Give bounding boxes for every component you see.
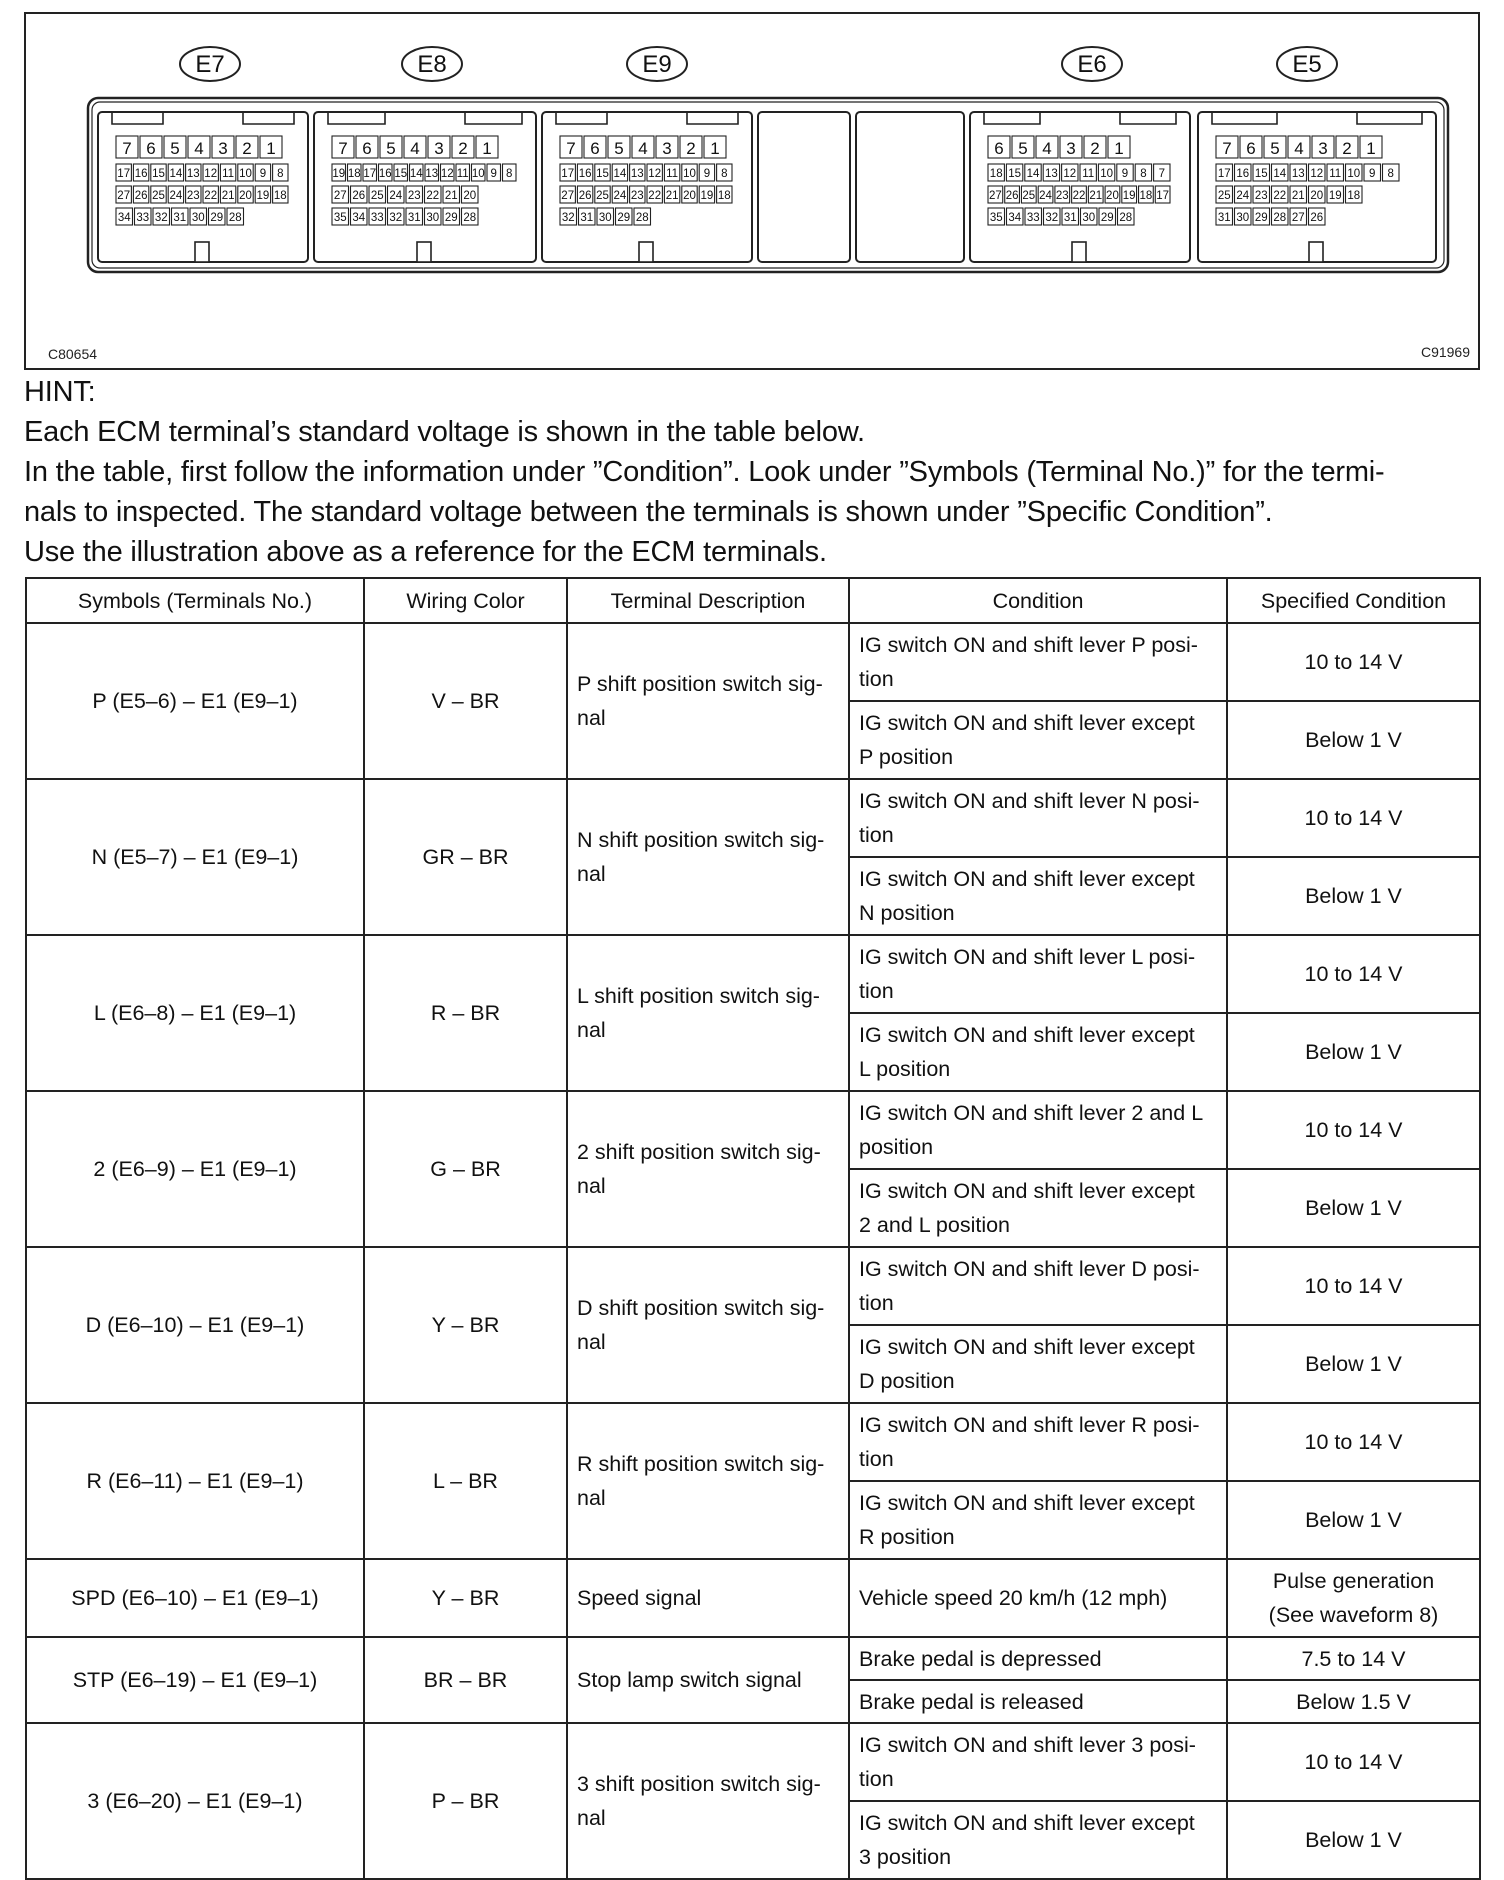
cell-condition: IG switch ON and shift lever N posi- tion <box>849 779 1227 857</box>
terminal-pin-number: 6 <box>1246 139 1256 158</box>
hint-title: HINT: <box>24 376 96 408</box>
terminal-pin-number: 23 <box>186 190 200 202</box>
hint-line: In the table, first follow the information under ”Condition”. Look under ”Symbols (Terminal No.)” for the termi- <box>24 456 1385 488</box>
terminal-pin-number: 4 <box>194 139 204 158</box>
terminal-pin-number: 27 <box>988 190 1002 202</box>
table-row <box>26 1559 1480 1637</box>
terminal-pin-number: 24 <box>1236 190 1250 202</box>
illustration-code-left: C80654 <box>48 346 98 362</box>
cell-specified-condition: Below 1 V <box>1227 857 1480 935</box>
cell-symbol: 3 (E6–20) – E1 (E9–1) <box>26 1723 364 1879</box>
terminal-pin-number: 2 <box>686 139 696 158</box>
connector-diagram <box>26 14 1478 368</box>
connector-latch <box>112 112 163 124</box>
terminal-pin-number: 6 <box>590 139 600 158</box>
terminal-pin-number: 4 <box>1042 139 1052 158</box>
terminal-pin-number: 3 <box>434 139 444 158</box>
terminal-pin-number: 31 <box>1217 212 1231 224</box>
cell-wiring-color: Y – BR <box>364 1559 567 1637</box>
terminal-pin-number: 9 <box>259 168 267 180</box>
terminal-pin-number: 29 <box>617 212 631 224</box>
header-specified-condition: Specified Condition <box>1227 578 1480 623</box>
terminal-pin-number: 28 <box>463 212 477 224</box>
terminal-pin-number: 15 <box>152 168 165 180</box>
table-row <box>26 1247 1480 1325</box>
terminal-pin-number: 4 <box>1294 139 1304 158</box>
terminal-pin-number: 8 <box>506 168 513 180</box>
cell-wiring-color: L – BR <box>364 1403 567 1559</box>
connector-label: E9 <box>642 51 672 78</box>
cell-specified-condition: Below 1.5 V <box>1227 1680 1480 1723</box>
table-header-row <box>26 578 1480 623</box>
cell-terminal-description: N shift position switch sig- nal <box>567 779 849 935</box>
terminal-pin-number: 20 <box>1310 190 1324 202</box>
terminal-pin-number: 22 <box>204 190 218 202</box>
terminal-pin-number: 6 <box>146 139 156 158</box>
terminal-pin-number: 33 <box>1026 212 1040 224</box>
terminal-pin-number: 30 <box>426 212 440 224</box>
terminal-pin-number: 16 <box>578 168 592 180</box>
terminal-pin-number: 25 <box>596 190 609 202</box>
terminal-pin-number: 8 <box>277 168 284 180</box>
terminal-pin-number: 6 <box>362 139 372 158</box>
terminal-pin-number: 34 <box>1008 212 1022 224</box>
terminal-pin-number: 8 <box>721 168 728 180</box>
terminal-pin-number: 23 <box>630 190 644 202</box>
terminal-pin-number: 7 <box>122 139 132 158</box>
terminal-pin-number: 19 <box>1122 190 1136 202</box>
cell-symbol: STP (E6–19) – E1 (E9–1) <box>26 1637 364 1723</box>
terminal-pin-number: 27 <box>333 190 347 202</box>
terminal-pin-number: 10 <box>683 168 696 180</box>
terminal-pin-number: 17 <box>363 168 377 180</box>
blank-block <box>856 112 964 262</box>
cell-wiring-color: GR – BR <box>364 779 567 935</box>
terminal-pin-number: 11 <box>1082 168 1095 180</box>
ecm-housing-inner <box>92 102 1444 268</box>
terminal-pin-number: 33 <box>370 212 384 224</box>
cell-condition: IG switch ON and shift lever except 2 and L position <box>849 1169 1227 1247</box>
terminal-pin-number: 18 <box>1139 190 1153 202</box>
terminal-pin-number: 5 <box>614 139 624 158</box>
terminal-pin-number: 12 <box>204 168 218 180</box>
header-wiring-color: Wiring Color <box>364 578 567 623</box>
cell-wiring-color: G – BR <box>364 1091 567 1247</box>
cell-terminal-description: Speed signal <box>567 1559 849 1637</box>
cell-condition: Vehicle speed 20 km/h (12 mph) <box>849 1559 1227 1637</box>
cell-specified-condition: 10 to 14 V <box>1227 1091 1480 1169</box>
terminal-pin-number: 20 <box>1106 190 1119 202</box>
cell-condition: Brake pedal is depressed <box>849 1637 1227 1680</box>
cell-wiring-color: BR – BR <box>364 1637 567 1723</box>
terminal-pin-number: 24 <box>389 190 403 202</box>
terminal-pin-number: 14 <box>1026 168 1040 180</box>
hint-line: nals to inspected. The standard voltage between the terminals is shown under ”Specific Condition”. <box>24 496 1273 528</box>
terminal-pin-number: 8 <box>1387 168 1394 180</box>
connector-latch <box>1357 112 1422 124</box>
terminal-pin-number: 32 <box>389 212 403 224</box>
terminal-pin-number: 10 <box>1347 168 1361 180</box>
cell-specified-condition: 10 to 14 V <box>1227 1403 1480 1481</box>
terminal-pin-number: 9 <box>1121 168 1129 180</box>
terminal-pin-number: 5 <box>386 139 396 158</box>
terminal-pin-number: 19 <box>700 190 714 202</box>
terminal-pin-number: 25 <box>152 190 165 202</box>
terminal-pin-number: 7 <box>566 139 576 158</box>
cell-terminal-description: 3 shift position switch sig- nal <box>567 1723 849 1879</box>
blank-block <box>758 112 850 262</box>
terminal-pin-number: 10 <box>471 168 485 180</box>
terminal-pin-number: 9 <box>490 168 497 180</box>
terminal-pin-number: 28 <box>1273 212 1287 224</box>
connector-latch <box>984 112 1040 124</box>
terminal-pin-number: 1 <box>710 139 720 158</box>
connector-key <box>195 242 209 262</box>
terminal-pin-number: 1 <box>1114 139 1124 158</box>
connector-latch <box>465 112 522 124</box>
terminal-pin-number: 27 <box>1291 212 1305 224</box>
terminal-pin-number: 29 <box>1100 212 1114 224</box>
terminal-pin-number: 9 <box>1369 168 1376 180</box>
terminal-pin-number: 32 <box>154 212 168 224</box>
cell-wiring-color: V – BR <box>364 623 567 779</box>
terminal-pin-number: 14 <box>409 168 423 180</box>
terminal-pin-number: 10 <box>239 168 252 180</box>
terminal-pin-number: 15 <box>1254 168 1268 180</box>
terminal-pin-number: 35 <box>333 212 347 224</box>
terminal-pin-number: 15 <box>596 168 609 180</box>
terminal-pin-number: 26 <box>1310 212 1324 224</box>
terminal-pin-number: 29 <box>444 212 458 224</box>
terminal-pin-number: 12 <box>440 168 454 180</box>
connector-label: E7 <box>195 51 225 78</box>
terminal-pin-number: 22 <box>648 190 662 202</box>
terminal-pin-number: 15 <box>1008 168 1021 180</box>
terminal-pin-number: 25 <box>1022 190 1036 202</box>
connector-latch <box>687 112 738 124</box>
terminal-pin-number: 31 <box>173 212 187 224</box>
connector-label: E6 <box>1077 51 1107 78</box>
cell-symbol: P (E5–6) – E1 (E9–1) <box>26 623 364 779</box>
connector-label: E8 <box>417 51 447 78</box>
terminal-pin-number: 11 <box>222 168 235 180</box>
cell-symbol: SPD (E6–10) – E1 (E9–1) <box>26 1559 364 1637</box>
terminal-pin-number: 3 <box>662 139 672 158</box>
terminal-pin-number: 16 <box>134 168 148 180</box>
terminal-pin-number: 34 <box>117 212 131 224</box>
terminal-pin-number: 12 <box>1063 168 1077 180</box>
connector-latch <box>328 112 385 124</box>
terminal-pin-number: 21 <box>444 190 458 202</box>
terminal-pin-number: 18 <box>1347 190 1361 202</box>
terminal-pin-number: 11 <box>456 168 469 180</box>
terminal-pin-number: 18 <box>989 168 1003 180</box>
terminal-pin-number: 14 <box>613 168 627 180</box>
connector-label: E5 <box>1292 51 1322 78</box>
table-row <box>26 935 1480 1013</box>
terminal-pin-number: 21 <box>221 190 235 202</box>
terminal-pin-number: 26 <box>352 190 366 202</box>
terminal-pin-number: 28 <box>635 212 649 224</box>
header-symbols: Symbols (Terminals No.) <box>26 578 364 623</box>
terminal-pin-number: 22 <box>1273 190 1287 202</box>
cell-condition: IG switch ON and shift lever except R position <box>849 1481 1227 1559</box>
terminal-pin-number: 20 <box>463 190 477 202</box>
terminal-pin-number: 21 <box>1291 190 1305 202</box>
terminal-pin-number: 27 <box>561 190 575 202</box>
terminal-pin-number: 20 <box>683 190 696 202</box>
terminal-pin-number: 23 <box>407 190 421 202</box>
terminal-pin-number: 19 <box>256 190 270 202</box>
cell-condition: IG switch ON and shift lever L posi- tion <box>849 935 1227 1013</box>
cell-terminal-description: R shift position switch sig- nal <box>567 1403 849 1559</box>
terminal-pin-number: 24 <box>1039 190 1052 202</box>
terminal-pin-number: 1 <box>1366 139 1376 158</box>
terminal-pin-number: 8 <box>1140 168 1147 180</box>
terminal-pin-number: 32 <box>561 212 575 224</box>
terminal-pin-number: 17 <box>117 168 131 180</box>
connector-latch <box>556 112 607 124</box>
terminal-pin-number: 31 <box>407 212 421 224</box>
terminal-pin-number: 12 <box>1310 168 1324 180</box>
terminal-pin-number: 1 <box>266 139 276 158</box>
terminal-pin-number: 3 <box>1066 139 1076 158</box>
terminal-pin-number: 2 <box>1342 139 1352 158</box>
terminal-pin-number: 10 <box>1100 168 1113 180</box>
connector-latch <box>1212 112 1277 124</box>
terminal-pin-number: 24 <box>613 190 627 202</box>
terminal-pin-number: 13 <box>425 168 439 180</box>
connector-key <box>1072 242 1086 262</box>
terminal-pin-number: 7 <box>1222 139 1232 158</box>
terminal-pin-number: 17 <box>1156 190 1170 202</box>
terminal-pin-number: 3 <box>1318 139 1328 158</box>
cell-specified-condition: Below 1 V <box>1227 1801 1480 1879</box>
illustration-code-right: C91969 <box>1420 344 1470 360</box>
terminal-pin-number: 25 <box>370 190 384 202</box>
connector-latch <box>1120 112 1176 124</box>
cell-specified-condition: 10 to 14 V <box>1227 1247 1480 1325</box>
cell-wiring-color: Y – BR <box>364 1247 567 1403</box>
cell-specified-condition: 7.5 to 14 V <box>1227 1637 1480 1680</box>
cell-specified-condition: 10 to 14 V <box>1227 1723 1480 1801</box>
cell-specified-condition: 10 to 14 V <box>1227 623 1480 701</box>
terminal-pin-number: 4 <box>638 139 648 158</box>
terminal-pin-number: 34 <box>352 212 366 224</box>
terminal-pin-number: 16 <box>1236 168 1250 180</box>
cell-terminal-description: D shift position switch sig- nal <box>567 1247 849 1403</box>
hint-line: Use the illustration above as a reference for the ECM terminals. <box>24 536 827 568</box>
terminal-pin-number: 25 <box>1217 190 1231 202</box>
terminal-pin-number: 13 <box>1045 168 1058 180</box>
hint-line: Each ECM terminal’s standard voltage is shown in the table below. <box>24 416 865 448</box>
connector-latch <box>243 112 294 124</box>
terminal-pin-number: 30 <box>598 212 612 224</box>
terminal-pin-number: 18 <box>347 168 361 180</box>
terminal-pin-number: 7 <box>338 139 348 158</box>
cell-terminal-description: Stop lamp switch signal <box>567 1637 849 1723</box>
terminal-pin-number: 23 <box>1055 190 1069 202</box>
terminal-pin-number: 26 <box>1005 190 1019 202</box>
terminal-pin-number: 18 <box>273 190 287 202</box>
connector-key <box>417 242 431 262</box>
table-row <box>26 1637 1480 1680</box>
terminal-pin-number: 7 <box>1158 168 1166 180</box>
terminal-pin-number: 24 <box>169 190 183 202</box>
connector-key <box>1309 242 1323 262</box>
cell-condition: IG switch ON and shift lever except L position <box>849 1013 1227 1091</box>
cell-condition: IG switch ON and shift lever 2 and L position <box>849 1091 1227 1169</box>
terminal-pin-number: 9 <box>703 168 711 180</box>
terminal-pin-number: 26 <box>578 190 592 202</box>
cell-specified-condition: 10 to 14 V <box>1227 935 1480 1013</box>
terminal-pin-number: 35 <box>989 212 1003 224</box>
terminal-pin-number: 20 <box>239 190 252 202</box>
terminal-pin-number: 6 <box>994 139 1004 158</box>
cell-symbol: R (E6–11) – E1 (E9–1) <box>26 1403 364 1559</box>
terminal-pin-number: 21 <box>665 190 679 202</box>
cell-specified-condition: Below 1 V <box>1227 1481 1480 1559</box>
cell-specified-condition: Below 1 V <box>1227 1169 1480 1247</box>
cell-terminal-description: L shift position switch sig- nal <box>567 935 849 1091</box>
terminal-pin-number: 28 <box>1119 212 1133 224</box>
terminal-pin-number: 5 <box>170 139 180 158</box>
cell-condition: IG switch ON and shift lever P posi- tion <box>849 623 1227 701</box>
terminal-pin-number: 5 <box>1270 139 1280 158</box>
terminal-pin-number: 11 <box>666 168 679 180</box>
terminal-pin-number: 14 <box>169 168 183 180</box>
terminal-pin-number: 30 <box>191 212 205 224</box>
terminal-pin-number: 19 <box>332 168 346 180</box>
terminal-pin-number: 31 <box>580 212 594 224</box>
cell-condition: Brake pedal is released <box>849 1680 1227 1723</box>
terminal-pin-number: 1 <box>482 139 492 158</box>
terminal-pin-number: 16 <box>378 168 392 180</box>
table-row <box>26 1723 1480 1801</box>
ecm-terminal-table <box>25 577 1481 1880</box>
terminal-pin-number: 13 <box>186 168 200 180</box>
terminal-pin-number: 2 <box>458 139 468 158</box>
terminal-pin-number: 27 <box>117 190 131 202</box>
terminal-pin-number: 33 <box>136 212 150 224</box>
cell-symbol: L (E6–8) – E1 (E9–1) <box>26 935 364 1091</box>
terminal-pin-number: 18 <box>717 190 731 202</box>
terminal-pin-number: 11 <box>1329 168 1342 180</box>
cell-condition: IG switch ON and shift lever except 3 position <box>849 1801 1227 1879</box>
cell-symbol: N (E5–7) – E1 (E9–1) <box>26 779 364 935</box>
terminal-pin-number: 3 <box>218 139 228 158</box>
terminal-pin-number: 13 <box>1291 168 1305 180</box>
header-terminal-description: Terminal Description <box>567 578 849 623</box>
cell-specified-condition: 10 to 14 V <box>1227 779 1480 857</box>
terminal-pin-number: 21 <box>1089 190 1103 202</box>
cell-condition: IG switch ON and shift lever R posi- tion <box>849 1403 1227 1481</box>
terminal-pin-number: 5 <box>1018 139 1028 158</box>
terminal-pin-number: 22 <box>1072 190 1086 202</box>
terminal-pin-number: 31 <box>1063 212 1077 224</box>
terminal-pin-number: 30 <box>1236 212 1250 224</box>
table-body <box>26 623 1480 1879</box>
terminal-pin-number: 13 <box>630 168 644 180</box>
terminal-pin-number: 2 <box>1090 139 1100 158</box>
cell-specified-condition: Below 1 V <box>1227 1013 1480 1091</box>
terminal-pin-number: 17 <box>561 168 575 180</box>
terminal-pin-number: 15 <box>394 168 408 180</box>
table-row <box>26 1403 1480 1481</box>
terminal-pin-number: 23 <box>1254 190 1268 202</box>
cell-symbol: 2 (E6–9) – E1 (E9–1) <box>26 1091 364 1247</box>
cell-terminal-description: P shift position switch sig- nal <box>567 623 849 779</box>
hint-text <box>24 372 1494 572</box>
cell-wiring-color: P – BR <box>364 1723 567 1879</box>
header-condition: Condition <box>849 578 1227 623</box>
cell-specified-condition: Pulse generation (See waveform 8) <box>1227 1559 1480 1637</box>
cell-condition: IG switch ON and shift lever except N position <box>849 857 1227 935</box>
table-row <box>26 623 1480 701</box>
terminal-pin-number: 17 <box>1217 168 1231 180</box>
terminal-pin-number: 30 <box>1082 212 1096 224</box>
cell-condition: IG switch ON and shift lever 3 posi- tion <box>849 1723 1227 1801</box>
cell-condition: IG switch ON and shift lever except P position <box>849 701 1227 779</box>
terminal-pin-number: 2 <box>242 139 252 158</box>
terminal-pin-number: 4 <box>410 139 420 158</box>
cell-symbol: D (E6–10) – E1 (E9–1) <box>26 1247 364 1403</box>
connector-body <box>1198 112 1436 262</box>
cell-specified-condition: Below 1 V <box>1227 1325 1480 1403</box>
cell-wiring-color: R – BR <box>364 935 567 1091</box>
ecm-connector-illustration <box>24 12 1480 370</box>
terminal-pin-number: 29 <box>210 212 224 224</box>
terminal-pin-number: 26 <box>134 190 148 202</box>
terminal-pin-number: 12 <box>648 168 662 180</box>
cell-specified-condition: Below 1 V <box>1227 701 1480 779</box>
terminal-pin-number: 19 <box>1328 190 1342 202</box>
table-row <box>26 779 1480 857</box>
cell-condition: IG switch ON and shift lever D posi- tion <box>849 1247 1227 1325</box>
terminal-pin-number: 28 <box>228 212 242 224</box>
cell-condition: IG switch ON and shift lever except D position <box>849 1325 1227 1403</box>
terminal-pin-number: 29 <box>1254 212 1268 224</box>
cell-terminal-description: 2 shift position switch sig- nal <box>567 1091 849 1247</box>
table-row <box>26 1091 1480 1169</box>
terminal-pin-number: 14 <box>1273 168 1287 180</box>
terminal-pin-number: 32 <box>1045 212 1059 224</box>
terminal-pin-number: 22 <box>426 190 440 202</box>
connector-key <box>639 242 653 262</box>
